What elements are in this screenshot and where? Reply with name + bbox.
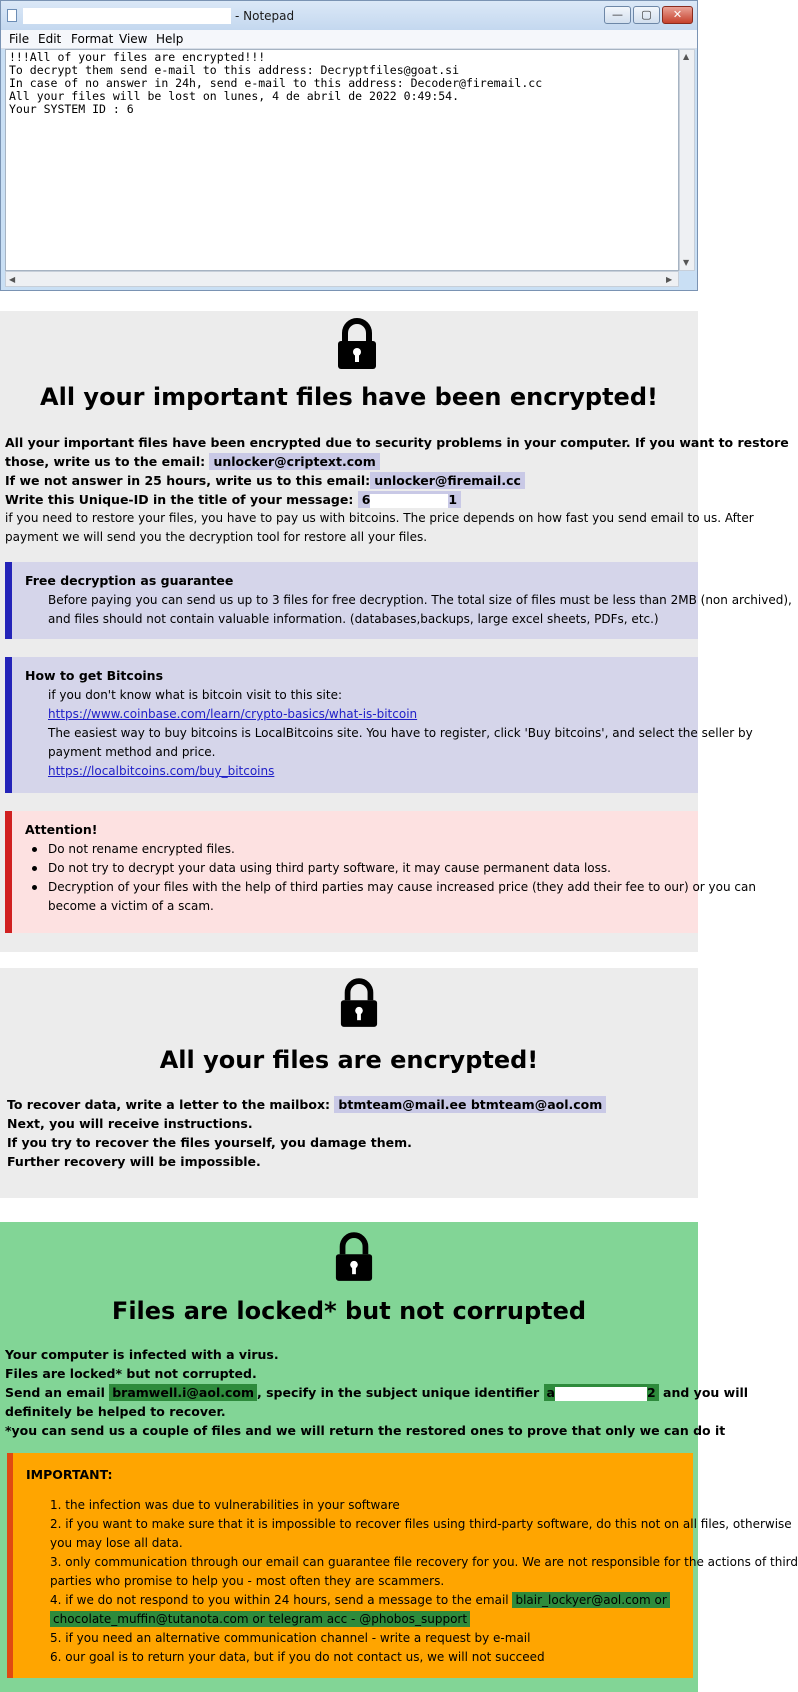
text-line: !!!All of your files are encrypted!!! (9, 50, 266, 64)
menu-bar (1, 30, 697, 49)
notepad-window (0, 0, 698, 291)
redacted-filename (23, 8, 231, 24)
text-line: All your files will be lost on lunes, 4 de abril de 2022 0:49:54. (9, 89, 460, 103)
contact-email[interactable]: blair_lockyer@aol.com or (512, 1592, 669, 1608)
minimize-button[interactable]: — (604, 6, 631, 24)
box-text: Before paying you can send us up to 3 files for free decryption. The total size of files must be less than 2MB (non archived), (48, 593, 792, 607)
unique-id[interactable] (358, 491, 461, 508)
window-title: - Notepad (235, 9, 295, 23)
important-item: parties who promise to help you - most often they are scammers. (50, 1574, 445, 1588)
box-title: Attention! (25, 822, 98, 837)
notepad-icon (7, 9, 17, 22)
menu-help[interactable]: Help (156, 32, 184, 46)
lock-icon (334, 1233, 374, 1283)
intro-line: definitely be helped to recover. (5, 1404, 226, 1419)
title-bar[interactable] (1, 1, 697, 30)
maximize-button[interactable]: ▢ (633, 6, 660, 24)
unique-id-end: 1 (448, 492, 458, 507)
intro-text: those, write us to the email: (5, 454, 206, 469)
redacted-id (370, 494, 448, 508)
scroll-right-icon[interactable]: ▶ (666, 275, 673, 284)
box-text: if you don't know what is bitcoin visit to this site: (48, 688, 343, 702)
important-item: 1. the infection was due to vulnerabilities in your software (50, 1498, 400, 1512)
intro-line (5, 452, 380, 471)
bitcoins-box (5, 657, 753, 793)
intro-text: Send an email (5, 1385, 105, 1400)
box-text: The easiest way to buy bitcoins is LocalBitcoins site. You have to register, click 'Buy bitcoins', and select the seller by (48, 726, 753, 740)
warning-item: become a victim of a scam. (48, 899, 214, 913)
payment-line: payment we will send you the decryption tool for restore all your files. (5, 530, 428, 544)
contact-email[interactable]: unlocker@criptext.com (209, 453, 379, 470)
coinbase-link[interactable]: https://www.coinbase.com/learn/crypto-basics/what-is-bitcoin (48, 707, 418, 721)
menu-format[interactable]: Format (71, 32, 114, 46)
intro-text: Write this Unique-ID in the title of your message: (5, 492, 354, 507)
menu-edit[interactable]: Edit (38, 32, 62, 46)
page-title: All your important files have been encrypted! (40, 383, 658, 411)
warning-item: Do not rename encrypted files. (48, 842, 235, 856)
intro-text: If we not answer in 25 hours, write us to this email: (5, 473, 371, 488)
menu-file[interactable]: File (9, 32, 30, 46)
localbitcoins-link[interactable]: https://localbitcoins.com/buy_bitcoins (48, 764, 275, 778)
page-title: Files are locked* but not corrupted (111, 1297, 587, 1325)
intro-line: Files are locked* but not corrupted. (5, 1366, 257, 1381)
unique-id-start: 6 (361, 492, 371, 507)
intro-line (5, 1383, 748, 1402)
bullet-icon (32, 885, 37, 890)
page-title: All your files are encrypted! (159, 1046, 539, 1074)
instruction-line: If you try to recover the files yourself, you damage them. (7, 1135, 412, 1150)
payment-line: if you need to restore your files, you have to pay us with bitcoins. The price depends on how fast you send email to us. After (5, 511, 754, 525)
intro-line: *you can send us a couple of files and we will return the restored ones to prove that only we can do it (5, 1423, 726, 1438)
unique-id-end: 2 (646, 1385, 656, 1400)
intro-line (7, 1095, 606, 1114)
scroll-down-icon[interactable]: ▼ (683, 258, 690, 267)
important-item: 3. only communication through our email can guarantee file recovery for you. We are not responsible for the actions of third (50, 1555, 798, 1569)
free-decryption-box (5, 562, 792, 639)
lock-icon (339, 979, 379, 1029)
intro-text: To recover data, write a letter to the mailbox: (7, 1097, 331, 1112)
intro-line: All your important files have been encrypted due to security problems in your computer. If you want to restore (5, 435, 789, 450)
text-line: Your SYSTEM ID : 6 (9, 102, 134, 116)
important-item (50, 1591, 670, 1610)
important-item: you may lose all data. (50, 1536, 183, 1550)
close-button[interactable]: ✕ (662, 6, 693, 24)
important-item: 6. our goal is to return your data, but if you do not contact us, we will not succeed (50, 1650, 545, 1664)
intro-text: and you will (663, 1385, 749, 1400)
scroll-left-icon[interactable]: ◀ (9, 275, 16, 284)
bullet-icon (32, 847, 37, 852)
backup-email[interactable]: unlocker@firemail.cc (370, 472, 525, 489)
box-text: and files should not contain valuable information. (databases,backups, large excel sheets, PDFs, etc.) (48, 612, 659, 626)
contact-channels[interactable]: chocolate_muffin@tutanota.com or telegram acc - @phobos_support (50, 1611, 470, 1627)
horizontal-scrollbar[interactable] (5, 271, 679, 287)
box-title: How to get Bitcoins (25, 668, 164, 683)
ransom-note-panel-1 (0, 311, 792, 952)
box-title: Free decryption as guarantee (25, 573, 234, 588)
contact-email[interactable]: bramwell.i@aol.com (109, 1384, 257, 1401)
ransom-note-panel-2 (0, 968, 698, 1198)
important-item (50, 1610, 470, 1629)
box-title: IMPORTANT: (26, 1467, 113, 1482)
important-box (7, 1453, 798, 1678)
text-editor-area[interactable] (5, 49, 679, 271)
important-item: 2. if you want to make sure that it is impossible to recover files using third-party software, do this not on all files, otherwise (50, 1517, 792, 1531)
contact-emails[interactable]: btmteam@mail.ee btmteam@aol.com (334, 1096, 606, 1113)
vertical-scrollbar[interactable] (679, 49, 695, 271)
unique-id-start: a (546, 1385, 555, 1400)
scroll-up-icon[interactable]: ▲ (683, 52, 690, 61)
redacted-id (555, 1387, 647, 1401)
instruction-line: Further recovery will be impossible. (7, 1154, 261, 1169)
important-item: 5. if you need an alternative communication channel - write a request by e-mail (50, 1631, 531, 1645)
box-text: payment method and price. (48, 745, 216, 759)
intro-line (5, 471, 525, 490)
text-line: In case of no answer in 24h, send e-mail to this address: Decoder@firemail.cc (9, 76, 543, 90)
intro-line: Your computer is infected with a virus. (5, 1347, 279, 1362)
menu-view[interactable]: View (119, 32, 148, 46)
attention-box (5, 811, 756, 933)
intro-line (5, 490, 461, 509)
ransom-note-panel-3 (0, 1222, 798, 1692)
warning-item: Decryption of your files with the help of third parties may cause increased price (they add their fee to our) or you can (48, 880, 756, 894)
warning-item: Do not try to decrypt your data using third party software, it may cause permanent data loss. (48, 861, 611, 875)
instruction-line: Next, you will receive instructions. (7, 1116, 253, 1131)
unique-id[interactable] (544, 1384, 659, 1401)
important-text: 4. if we do not respond to you within 24 hours, send a message to the email (50, 1593, 509, 1607)
lock-icon (336, 319, 378, 371)
text-line: To decrypt them send e-mail to this address: Decryptfiles@goat.si (9, 63, 460, 77)
intro-text: , specify in the subject unique identifier (257, 1385, 540, 1400)
bullet-icon (32, 866, 37, 871)
